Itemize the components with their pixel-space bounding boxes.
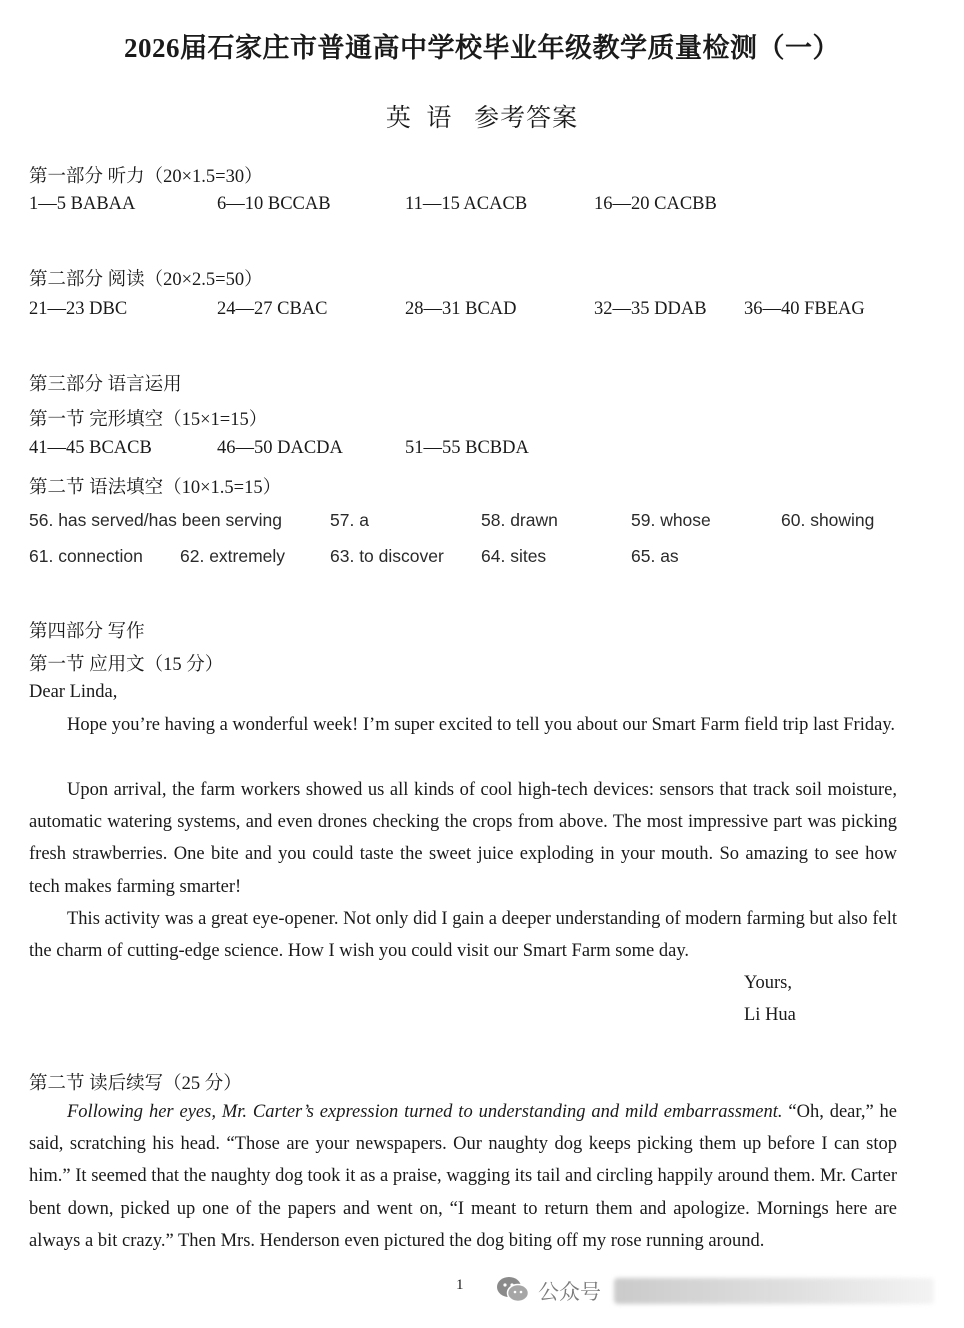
grammar-answer: 59. whose bbox=[631, 510, 711, 530]
answer-group: 51—55 BCBDA bbox=[405, 438, 529, 458]
answer-group: 1—5 BABAA bbox=[29, 194, 136, 214]
part3-section2-heading: 第二节 语法填空（10×1.5=15） bbox=[29, 478, 282, 498]
answer-group: 21—23 DBC bbox=[29, 299, 128, 319]
answer-group: 28—31 BCAD bbox=[405, 299, 517, 319]
grammar-answer: 62. extremely bbox=[180, 546, 286, 566]
continuation-paragraph bbox=[29, 1096, 897, 1257]
page-number: 1 bbox=[456, 1277, 464, 1293]
watermark bbox=[496, 1272, 956, 1312]
wechat-icon bbox=[496, 1276, 530, 1304]
grammar-answer: 60. showing bbox=[781, 510, 875, 530]
grammar-answer: 64. sites bbox=[481, 546, 547, 566]
answer-group: 6—10 BCCAB bbox=[217, 194, 331, 214]
answer-group: 32—35 DDAB bbox=[594, 299, 707, 319]
letter-closing: Yours, bbox=[744, 973, 792, 993]
part4-section1-heading: 第一节 应用文（15 分） bbox=[29, 655, 224, 675]
page-subtitle: 英 语 参考答案 bbox=[385, 105, 579, 132]
answer-group: 36—40 FBEAG bbox=[744, 299, 865, 319]
answer-group: 16—20 CACBB bbox=[594, 194, 717, 214]
grammar-answer: 56. has served/has been serving bbox=[29, 510, 282, 530]
letter-paragraph-3: This activity was a great eye-opener. Not only did I gain a deeper understanding of modern farming but also felt the charm of cutting-edge science. How I wish you could visit our Smart Farm some day. bbox=[29, 909, 897, 962]
answer-group: 11—15 ACACB bbox=[405, 194, 528, 214]
answer-group: 24—27 CBAC bbox=[217, 299, 328, 319]
letter-signature: Li Hua bbox=[744, 1005, 796, 1025]
part4-section2-heading: 第二节 读后续写（25 分） bbox=[29, 1074, 242, 1094]
page-title: 2026届石家庄市普通高中学校毕业年级教学质量检测（一） bbox=[124, 33, 840, 63]
answer-group: 46—50 DACDA bbox=[217, 438, 343, 458]
grammar-answer: 65. as bbox=[631, 546, 679, 566]
watermark-blur bbox=[614, 1278, 934, 1304]
watermark-text: 公众号 bbox=[538, 1280, 601, 1304]
grammar-answer: 63. to discover bbox=[330, 546, 444, 566]
letter-paragraph-1: Hope you’re having a wonderful week! I’m super excited to tell you about our Smart Farm field trip last Friday. bbox=[67, 715, 895, 735]
answer-group: 41—45 BCACB bbox=[29, 438, 152, 458]
given-sentence: Following her eyes, Mr. Carter’s expression turned to understanding and mild embarrassment. bbox=[67, 1102, 783, 1122]
letter-salutation: Dear Linda, bbox=[29, 682, 118, 702]
grammar-answer: 58. drawn bbox=[481, 510, 558, 530]
part3-section1-heading: 第一节 完形填空（15×1=15） bbox=[29, 410, 268, 430]
continuation-text: “Oh, dear,” he said, scratching his head. “Those are your newspapers. Our naughty dog keeps picking them up before I can stop him.” It seemed that the naughty dog took it as a praise, wagging its tail and circling happily around them. Mr. Carter bent down, picked up one of the papers and went on, “I meant to return them and apologize. Mornings here are always a bit crazy.” Then Mrs. Henderson even pictured the dog biting off my rose running around. bbox=[29, 1102, 897, 1251]
part2-heading: 第二部分 阅读（20×2.5=50） bbox=[29, 270, 263, 290]
part4-heading: 第四部分 写作 bbox=[29, 622, 145, 642]
letter-paragraph-2: Upon arrival, the farm workers showed us all kinds of cool high-tech devices: sensors that track soil moisture, automatic watering systems, and even drones checking the crops from above. The most impressive part was picking fresh strawberries. One bite and you could taste the sweet juice exploding in your mouth. So amazing to see how tech makes farming smarter! bbox=[29, 780, 897, 897]
part1-heading: 第一部分 听力（20×1.5=30） bbox=[29, 167, 263, 187]
part3-heading: 第三部分 语言运用 bbox=[29, 375, 182, 395]
grammar-answer: 61. connection bbox=[29, 546, 143, 566]
grammar-answer: 57. a bbox=[330, 510, 369, 530]
